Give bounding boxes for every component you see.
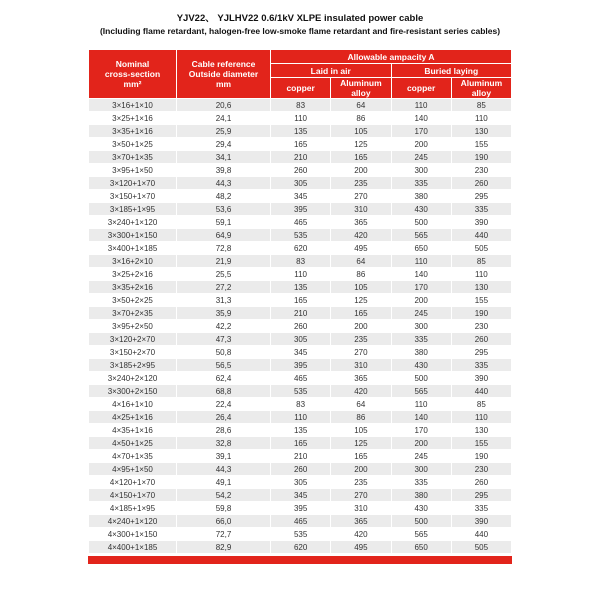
ampacity-cell: 295 — [451, 489, 511, 502]
diameter-cell: 66,0 — [177, 515, 271, 528]
header-line: Cable reference — [191, 59, 256, 69]
spec-cell: 4×150+1×70 — [89, 489, 177, 502]
ampacity-cell: 495 — [331, 242, 391, 255]
ampacity-cell: 295 — [451, 190, 511, 203]
table-row — [89, 99, 512, 112]
spec-cell: 3×120+1×70 — [89, 177, 177, 190]
spec-cell: 3×35+2×16 — [89, 281, 177, 294]
ampacity-cell: 305 — [271, 476, 331, 489]
spec-cell: 3×240+2×120 — [89, 372, 177, 385]
ampacity-cell: 135 — [271, 281, 331, 294]
ampacity-cell: 345 — [271, 190, 331, 203]
ampacity-cell: 495 — [331, 541, 391, 554]
ampacity-cell: 345 — [271, 489, 331, 502]
diameter-cell: 27,2 — [177, 281, 271, 294]
diameter-cell: 20,6 — [177, 99, 271, 112]
table-row — [89, 190, 512, 203]
spec-cell: 3×300+1×150 — [89, 229, 177, 242]
diameter-cell: 22,4 — [177, 398, 271, 411]
ampacity-cell: 200 — [331, 320, 391, 333]
diameter-cell: 39,1 — [177, 450, 271, 463]
table-body — [89, 99, 512, 554]
ampacity-cell: 430 — [391, 203, 451, 216]
page-subtitle: (Including flame retardant, halogen-free low-smoke flame retardant and fire-resistant series cables) — [99, 26, 501, 36]
ampacity-cell: 565 — [391, 229, 451, 242]
header-line: cross-section — [104, 69, 161, 79]
ampacity-cell: 86 — [331, 112, 391, 125]
ampacity-cell: 210 — [271, 450, 331, 463]
spec-cell: 3×150+2×70 — [89, 346, 177, 359]
ampacity-cell: 440 — [451, 229, 511, 242]
ampacity-cell: 235 — [331, 476, 391, 489]
spec-cell: 4×35+1×16 — [89, 424, 177, 437]
spec-cell: 3×185+1×95 — [89, 203, 177, 216]
diameter-cell: 21,9 — [177, 255, 271, 268]
ampacity-cell: 365 — [331, 372, 391, 385]
ampacity-cell: 620 — [271, 541, 331, 554]
ampacity-cell: 245 — [391, 307, 451, 320]
ampacity-cell: 300 — [391, 320, 451, 333]
ampacity-cell: 380 — [391, 190, 451, 203]
header-line: mm — [215, 79, 232, 89]
ampacity-cell: 260 — [271, 164, 331, 177]
ampacity-cell: 430 — [391, 359, 451, 372]
table-row — [89, 450, 512, 463]
ampacity-cell: 140 — [391, 268, 451, 281]
ampacity-cell: 140 — [391, 411, 451, 424]
ampacity-cell: 83 — [271, 99, 331, 112]
spec-cell: 4×400+1×185 — [89, 541, 177, 554]
ampacity-cell: 170 — [391, 125, 451, 138]
ampacity-cell: 125 — [331, 294, 391, 307]
ampacity-cell: 365 — [331, 216, 391, 229]
ampacity-cell: 85 — [451, 99, 511, 112]
ampacity-cell: 165 — [331, 450, 391, 463]
table-row — [89, 268, 512, 281]
ampacity-cell: 170 — [391, 281, 451, 294]
header-buried-laying: Buried laying — [391, 64, 512, 78]
table-row — [89, 112, 512, 125]
header-nominal-cross-section — [89, 50, 177, 99]
ampacity-cell: 270 — [331, 346, 391, 359]
ampacity-cell: 270 — [331, 190, 391, 203]
ampacity-cell: 420 — [331, 229, 391, 242]
ampacity-cell: 565 — [391, 385, 451, 398]
ampacity-cell: 365 — [331, 515, 391, 528]
table-row — [89, 359, 512, 372]
ampacity-cell: 305 — [271, 177, 331, 190]
ampacity-cell: 260 — [451, 177, 511, 190]
diameter-cell: 59,1 — [177, 216, 271, 229]
ampacity-cell: 165 — [271, 294, 331, 307]
ampacity-cell: 230 — [451, 463, 511, 476]
spec-cell: 4×70+1×35 — [89, 450, 177, 463]
header-copper-buried: copper — [391, 78, 451, 99]
table-row — [89, 424, 512, 437]
diameter-cell: 48,2 — [177, 190, 271, 203]
diameter-cell: 53,6 — [177, 203, 271, 216]
diameter-cell: 59,8 — [177, 502, 271, 515]
table-row — [89, 307, 512, 320]
spec-cell: 3×185+2×95 — [89, 359, 177, 372]
ampacity-cell: 130 — [451, 125, 511, 138]
table-row — [89, 346, 512, 359]
ampacity-cell: 310 — [331, 203, 391, 216]
diameter-cell: 34,1 — [177, 151, 271, 164]
table-row — [89, 437, 512, 450]
ampacity-cell: 165 — [331, 151, 391, 164]
ampacity-cell: 190 — [451, 307, 511, 320]
ampacity-cell: 245 — [391, 151, 451, 164]
ampacity-cell: 395 — [271, 359, 331, 372]
ampacity-cell: 110 — [391, 398, 451, 411]
table-row — [89, 515, 512, 528]
spec-cell: 3×16+1×10 — [89, 99, 177, 112]
ampacity-cell: 83 — [271, 398, 331, 411]
ampacity-cell: 230 — [451, 164, 511, 177]
ampacity-cell: 64 — [331, 398, 391, 411]
table-row — [89, 164, 512, 177]
ampacity-cell: 235 — [331, 333, 391, 346]
ampacity-cell: 83 — [271, 255, 331, 268]
spec-cell: 4×50+1×25 — [89, 437, 177, 450]
ampacity-cell: 110 — [391, 255, 451, 268]
ampacity-cell: 465 — [271, 372, 331, 385]
ampacity-cell: 335 — [451, 502, 511, 515]
ampacity-cell: 335 — [391, 476, 451, 489]
ampacity-cell: 165 — [331, 307, 391, 320]
header-laid-in-air: Laid in air — [271, 64, 392, 78]
ampacity-cell: 125 — [331, 437, 391, 450]
table-row — [89, 372, 512, 385]
table-row — [89, 385, 512, 398]
ampacity-cell: 165 — [271, 437, 331, 450]
ampacity-cell: 210 — [271, 307, 331, 320]
table-row — [89, 541, 512, 554]
ampacity-cell: 170 — [391, 424, 451, 437]
header-aluminum-air: Aluminum alloy — [331, 78, 391, 99]
ampacity-cell: 505 — [451, 242, 511, 255]
spec-cell: 3×70+2×35 — [89, 307, 177, 320]
ampacity-cell: 135 — [271, 125, 331, 138]
ampacity-cell: 130 — [451, 424, 511, 437]
ampacity-cell: 260 — [451, 476, 511, 489]
diameter-cell: 54,2 — [177, 489, 271, 502]
diameter-cell: 31,3 — [177, 294, 271, 307]
diameter-cell: 24,1 — [177, 112, 271, 125]
table-row — [89, 411, 512, 424]
ampacity-cell: 110 — [271, 112, 331, 125]
spec-cell: 3×95+1×50 — [89, 164, 177, 177]
ampacity-cell: 345 — [271, 346, 331, 359]
spec-cell: 4×240+1×120 — [89, 515, 177, 528]
ampacity-cell: 310 — [331, 502, 391, 515]
diameter-cell: 28,6 — [177, 424, 271, 437]
ampacity-cell: 210 — [271, 151, 331, 164]
ampacity-cell: 190 — [451, 450, 511, 463]
ampacity-cell: 535 — [271, 229, 331, 242]
ampacity-cell: 165 — [271, 138, 331, 151]
ampacity-cell: 140 — [391, 112, 451, 125]
ampacity-cell: 235 — [331, 177, 391, 190]
ampacity-cell: 86 — [331, 411, 391, 424]
header-aluminum-buried: Aluminum alloy — [451, 78, 511, 99]
ampacity-cell: 380 — [391, 346, 451, 359]
spec-cell: 3×16+2×10 — [89, 255, 177, 268]
spec-cell: 3×400+1×185 — [89, 242, 177, 255]
spec-cell: 3×120+2×70 — [89, 333, 177, 346]
table-footer-bar — [88, 556, 512, 564]
ampacity-cell: 110 — [451, 411, 511, 424]
diameter-cell: 29,4 — [177, 138, 271, 151]
ampacity-cell: 64 — [331, 99, 391, 112]
ampacity-cell: 110 — [451, 112, 511, 125]
ampacity-cell: 430 — [391, 502, 451, 515]
ampacity-cell: 620 — [271, 242, 331, 255]
table-row — [89, 125, 512, 138]
spec-cell: 3×25+1×16 — [89, 112, 177, 125]
header-cable-reference-diameter — [177, 50, 271, 99]
spec-cell: 3×240+1×120 — [89, 216, 177, 229]
header-line: mm² — [123, 79, 142, 89]
table-row — [89, 177, 512, 190]
ampacity-cell: 300 — [391, 463, 451, 476]
table-row — [89, 463, 512, 476]
ampacity-cell: 200 — [391, 294, 451, 307]
diameter-cell: 42,2 — [177, 320, 271, 333]
table-row — [89, 398, 512, 411]
diameter-cell: 72,7 — [177, 528, 271, 541]
table-row — [89, 502, 512, 515]
ampacity-cell: 130 — [451, 281, 511, 294]
spec-cell: 4×95+1×50 — [89, 463, 177, 476]
ampacity-cell: 270 — [331, 489, 391, 502]
table-row — [89, 151, 512, 164]
spec-cell: 3×150+1×70 — [89, 190, 177, 203]
table-row — [89, 294, 512, 307]
ampacity-cell: 505 — [451, 541, 511, 554]
ampacity-cell: 245 — [391, 450, 451, 463]
ampacity-cell: 380 — [391, 489, 451, 502]
table-row — [89, 216, 512, 229]
ampacity-cell: 200 — [331, 164, 391, 177]
ampacity-cell: 465 — [271, 216, 331, 229]
ampacity-cell: 110 — [391, 99, 451, 112]
ampacity-cell: 650 — [391, 242, 451, 255]
spec-cell: 4×16+1×10 — [89, 398, 177, 411]
ampacity-cell: 200 — [391, 437, 451, 450]
table-row — [89, 333, 512, 346]
ampacity-cell: 200 — [331, 463, 391, 476]
spec-cell: 4×25+1×16 — [89, 411, 177, 424]
ampacity-cell: 335 — [451, 359, 511, 372]
table-row — [89, 242, 512, 255]
ampacity-cell: 155 — [451, 294, 511, 307]
ampacity-cell: 335 — [391, 177, 451, 190]
diameter-cell: 56,5 — [177, 359, 271, 372]
ampacity-cell: 395 — [271, 502, 331, 515]
table-row — [89, 476, 512, 489]
ampacity-table — [88, 49, 512, 554]
ampacity-cell: 390 — [451, 216, 511, 229]
ampacity-cell: 535 — [271, 385, 331, 398]
diameter-cell: 25,5 — [177, 268, 271, 281]
ampacity-cell: 85 — [451, 255, 511, 268]
ampacity-cell: 295 — [451, 346, 511, 359]
ampacity-cell: 105 — [331, 125, 391, 138]
table-row — [89, 203, 512, 216]
ampacity-cell: 390 — [451, 372, 511, 385]
table-row — [89, 281, 512, 294]
spec-cell: 4×120+1×70 — [89, 476, 177, 489]
spec-cell: 3×50+2×25 — [89, 294, 177, 307]
diameter-cell: 49,1 — [177, 476, 271, 489]
diameter-cell: 68,8 — [177, 385, 271, 398]
ampacity-cell: 155 — [451, 138, 511, 151]
spec-cell: 4×300+1×150 — [89, 528, 177, 541]
spec-cell: 3×70+1×35 — [89, 151, 177, 164]
ampacity-cell: 86 — [331, 268, 391, 281]
header-line: Outside diameter — [188, 69, 259, 79]
ampacity-cell: 420 — [331, 528, 391, 541]
ampacity-cell: 565 — [391, 528, 451, 541]
ampacity-cell: 110 — [451, 268, 511, 281]
table-header — [89, 50, 512, 99]
diameter-cell: 47,3 — [177, 333, 271, 346]
diameter-cell: 82,9 — [177, 541, 271, 554]
spec-cell: 3×95+2×50 — [89, 320, 177, 333]
ampacity-cell: 110 — [271, 411, 331, 424]
ampacity-cell: 500 — [391, 216, 451, 229]
spec-cell: 4×185+1×95 — [89, 502, 177, 515]
ampacity-cell: 155 — [451, 437, 511, 450]
table-row — [89, 229, 512, 242]
ampacity-cell: 260 — [451, 333, 511, 346]
ampacity-cell: 105 — [331, 424, 391, 437]
spec-cell: 3×35+1×16 — [89, 125, 177, 138]
diameter-cell: 62,4 — [177, 372, 271, 385]
ampacity-cell: 465 — [271, 515, 331, 528]
diameter-cell: 26,4 — [177, 411, 271, 424]
ampacity-cell: 535 — [271, 528, 331, 541]
ampacity-cell: 420 — [331, 385, 391, 398]
title-block — [0, 0, 600, 37]
ampacity-cell: 260 — [271, 463, 331, 476]
ampacity-cell: 440 — [451, 385, 511, 398]
table-row — [89, 489, 512, 502]
ampacity-cell: 64 — [331, 255, 391, 268]
ampacity-cell: 230 — [451, 320, 511, 333]
ampacity-cell: 335 — [451, 203, 511, 216]
diameter-cell: 64,9 — [177, 229, 271, 242]
header-line: Nominal — [115, 59, 150, 69]
ampacity-cell: 105 — [331, 281, 391, 294]
ampacity-cell: 500 — [391, 515, 451, 528]
ampacity-cell: 440 — [451, 528, 511, 541]
ampacity-cell: 650 — [391, 541, 451, 554]
diameter-cell: 72,8 — [177, 242, 271, 255]
ampacity-cell: 395 — [271, 203, 331, 216]
table-row — [89, 528, 512, 541]
ampacity-cell: 335 — [391, 333, 451, 346]
diameter-cell: 44,3 — [177, 463, 271, 476]
ampacity-cell: 110 — [271, 268, 331, 281]
ampacity-cell: 200 — [391, 138, 451, 151]
diameter-cell: 50,8 — [177, 346, 271, 359]
spec-cell: 3×25+2×16 — [89, 268, 177, 281]
ampacity-cell: 310 — [331, 359, 391, 372]
spec-cell: 3×50+1×25 — [89, 138, 177, 151]
ampacity-cell: 190 — [451, 151, 511, 164]
ampacity-cell: 300 — [391, 164, 451, 177]
table-row — [89, 320, 512, 333]
ampacity-cell: 85 — [451, 398, 511, 411]
ampacity-cell: 390 — [451, 515, 511, 528]
diameter-cell: 39,8 — [177, 164, 271, 177]
ampacity-cell: 305 — [271, 333, 331, 346]
diameter-cell: 32,8 — [177, 437, 271, 450]
diameter-cell: 44,3 — [177, 177, 271, 190]
table-row — [89, 255, 512, 268]
ampacity-cell: 135 — [271, 424, 331, 437]
spec-cell: 3×300+2×150 — [89, 385, 177, 398]
ampacity-cell: 260 — [271, 320, 331, 333]
ampacity-cell: 125 — [331, 138, 391, 151]
diameter-cell: 25,9 — [177, 125, 271, 138]
diameter-cell: 35,9 — [177, 307, 271, 320]
page-title: YJV22、 YJLHV22 0.6/1kV XLPE insulated power cable — [176, 13, 424, 24]
header-allowable-ampacity: Allowable ampacity A — [271, 50, 512, 64]
header-copper-air: copper — [271, 78, 331, 99]
table-row — [89, 138, 512, 151]
ampacity-cell: 500 — [391, 372, 451, 385]
